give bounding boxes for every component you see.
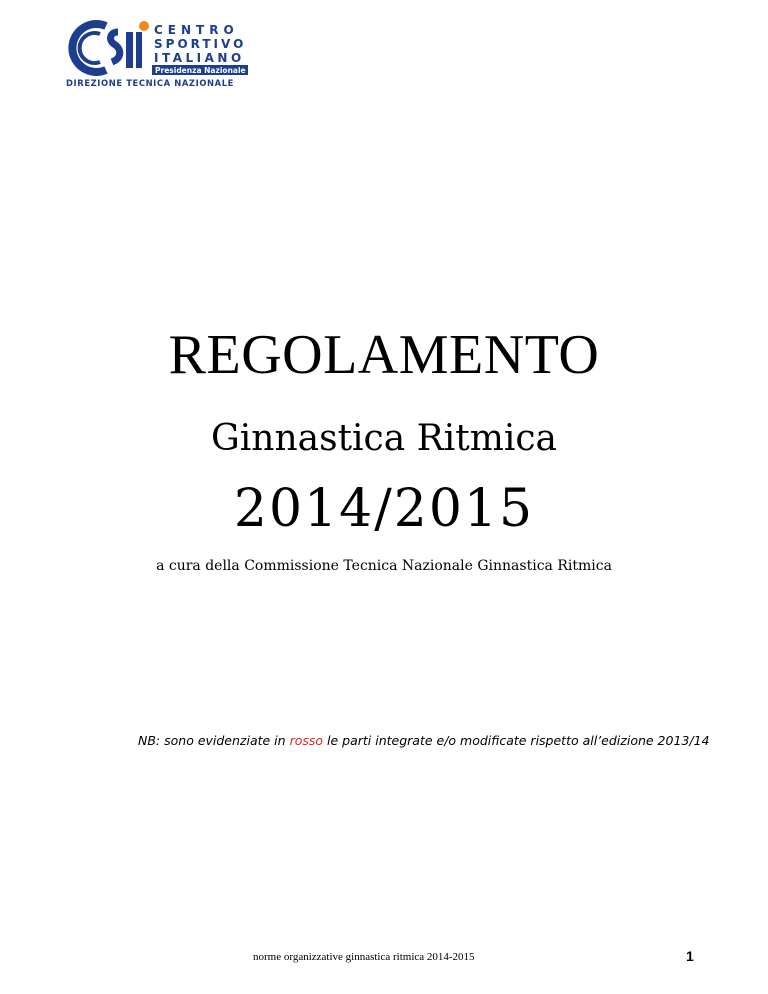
curated-by-line: a cura della Commissione Tecnica Nazionale Ginnastica Ritmica — [156, 558, 612, 574]
csi-emblem-icon — [72, 21, 149, 72]
svg-text:Presidenza Nazionale: Presidenza Nazionale — [155, 66, 246, 75]
document-title: REGOLAMENTO — [168, 324, 600, 386]
svg-text:CENTRO: CENTRO — [154, 23, 239, 37]
document-season: 2014/2015 — [233, 479, 535, 539]
note-text-after: le parti integrate e/o modificate rispetto all’edizione 2013/14 — [323, 733, 710, 748]
document-subtitle: Ginnastica Ritmica — [211, 418, 557, 459]
page-footer: norme organizzative ginnastica ritmica 2014-2015 — [253, 951, 475, 963]
note-text-before: NB: sono evidenziate in — [138, 733, 290, 748]
page-number: 1 — [686, 948, 694, 964]
svg-text:ITALIANO: ITALIANO — [154, 51, 245, 65]
note-highlight-word: rosso — [289, 733, 324, 748]
svg-text:SPORTIVO: SPORTIVO — [154, 37, 247, 51]
csi-logo — [66, 18, 252, 92]
revision-note — [138, 732, 709, 750]
svg-text:DIREZIONE TECNICA NAZIONALE: DIREZIONE TECNICA NAZIONALE — [66, 78, 234, 88]
